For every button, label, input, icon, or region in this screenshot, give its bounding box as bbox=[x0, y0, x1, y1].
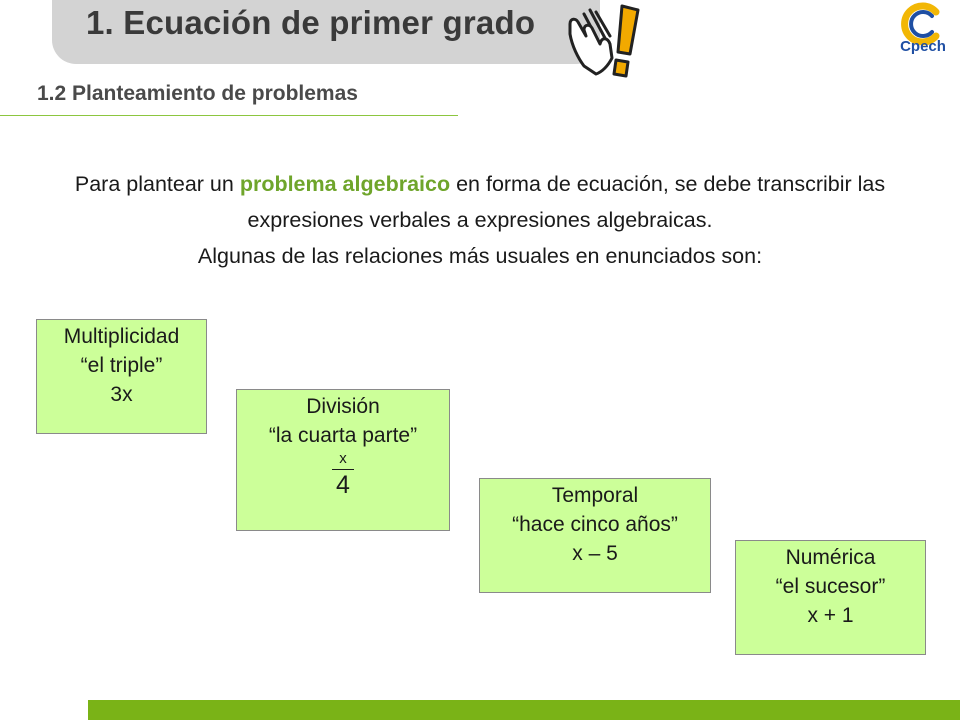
intro-text-start: Para plantear un bbox=[74, 172, 240, 196]
page-title: 1. Ecuación de primer grado bbox=[86, 4, 536, 41]
relation-expression: x – 5 bbox=[572, 542, 618, 565]
pointing-hand-exclamation-icon bbox=[566, 0, 646, 82]
relation-box-numerica bbox=[735, 540, 926, 655]
relation-phrase: “hace cinco años” bbox=[512, 513, 678, 536]
relation-box-multiplicidad bbox=[36, 319, 207, 434]
logo-text: Cpech bbox=[900, 38, 946, 55]
subtitle-divider bbox=[0, 115, 458, 116]
relation-name: Temporal bbox=[551, 484, 639, 507]
relation-expression: x + 1 bbox=[807, 604, 854, 627]
relation-name: División bbox=[306, 395, 380, 418]
fraction-expression bbox=[332, 450, 354, 498]
intro-highlight: problema algebraico bbox=[239, 172, 451, 196]
fraction-numerator: x bbox=[339, 450, 347, 467]
relation-phrase: “la cuarta parte” bbox=[268, 424, 418, 447]
relation-expression: 3x bbox=[110, 383, 133, 406]
intro-text-end: en forma de ecuación, se debe transcribir las expresiones verbales a expresiones algebraicas. bbox=[247, 172, 886, 232]
relation-box-temporal bbox=[479, 478, 711, 593]
intro-lines bbox=[40, 166, 920, 238]
intro-paragraph bbox=[40, 166, 920, 274]
relation-box-division bbox=[236, 389, 450, 531]
fraction-bar bbox=[332, 469, 354, 470]
section-subtitle: 1.2 Planteamiento de problemas bbox=[37, 82, 358, 105]
relation-name: Multiplicidad bbox=[63, 325, 180, 348]
relation-phrase: “el sucesor” bbox=[775, 575, 886, 598]
relation-name: Numérica bbox=[785, 546, 876, 569]
footer-accent-bar bbox=[88, 700, 960, 720]
intro-line-3: Algunas de las relaciones más usuales en enunciados son: bbox=[197, 244, 763, 268]
relation-phrase: “el triple” bbox=[80, 354, 163, 377]
fraction-denominator: 4 bbox=[336, 471, 350, 499]
